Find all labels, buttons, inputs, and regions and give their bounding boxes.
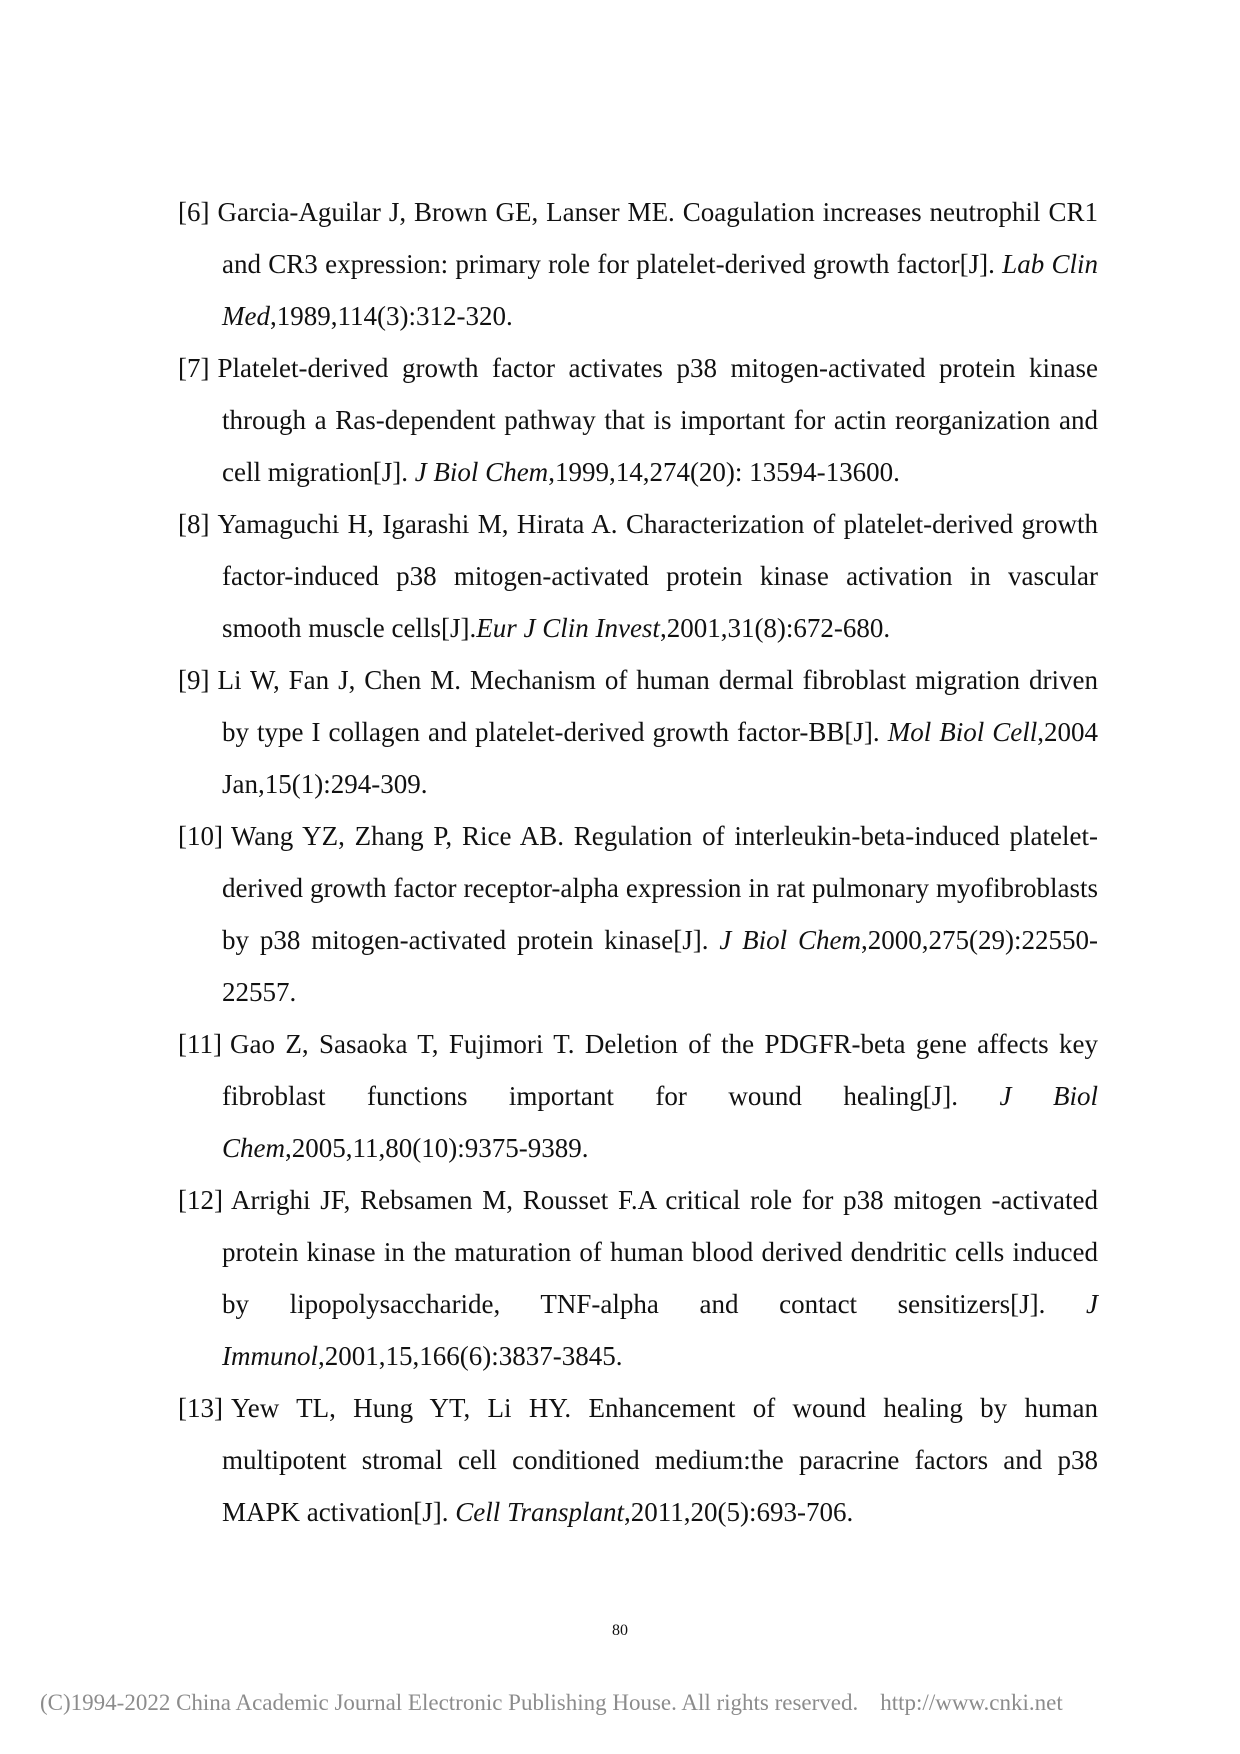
copyright-footer [40, 1690, 1220, 1716]
copyright-text: (C)1994-2022 China Academic Journal Electronic Publishing House. All rights reserved. [40, 1690, 859, 1715]
reference-text: Yamaguchi H, Igarashi M, Hirata A. Characterization of platelet-derived growth factor-induced p38 mitogen-activated protein kinase activation in vascular smooth muscle cells[J]. [217, 509, 1098, 643]
reference-details: ,1999,14,274(20): 13594-13600. [548, 457, 900, 487]
journal-name: J Immunol [222, 1289, 1098, 1371]
reference-number: [10] [178, 821, 223, 851]
page-number: 80 [612, 1622, 628, 1639]
reference-number: [6] [178, 197, 210, 227]
reference-details: ,2001,15,166(6):3837-3845. [318, 1341, 623, 1371]
reference-text: Arrighi JF, Rebsamen M, Rousset F.A critical role for p38 mitogen -activated protein kinase in the maturation of human blood derived dendritic cells induced by lipopolysaccharide, TNF-alpha and contact sensitizers[J]. [222, 1185, 1098, 1319]
journal-name: J Biol Chem [414, 457, 549, 487]
reference-details: ,2011,20(5):693-706. [624, 1497, 854, 1527]
reference-details: ,2004 Jan,15(1):294-309. [222, 717, 1098, 799]
reference-number: [7] [178, 353, 210, 383]
reference-details: ,2000,275(29):22550-22557. [222, 925, 1098, 1007]
journal-name: J Biol Chem [719, 925, 862, 955]
reference-text: Yew TL, Hung YT, Li HY. Enhancement of wound healing by human multipotent stromal cell conditioned medium:the paracrine factors and p38 MAPK activation[J]. [222, 1393, 1098, 1527]
journal-name: Cell Transplant [455, 1497, 625, 1527]
reference-details: ,2001,31(8):672-680. [659, 613, 891, 643]
reference-item [178, 1018, 1098, 1174]
reference-item [178, 498, 1098, 654]
reference-details: ,2005,11,80(10):9375-9389. [285, 1133, 589, 1163]
journal-name: Mol Biol Cell [887, 717, 1038, 747]
reference-number: [11] [178, 1029, 222, 1059]
reference-item [178, 1382, 1098, 1538]
reference-details: ,1989,114(3):312-320. [269, 301, 513, 331]
reference-item [178, 342, 1098, 498]
reference-list [178, 186, 1098, 1538]
reference-text: Gao Z, Sasaoka T, Fujimori T. Deletion of the PDGFR-beta gene affects key fibroblast functions important for wound healing[J]. [222, 1029, 1098, 1111]
journal-name: Lab Clin Med [222, 249, 1098, 331]
reference-number: [13] [178, 1393, 223, 1423]
reference-item [178, 1174, 1098, 1382]
reference-item [178, 186, 1098, 342]
reference-text: Li W, Fan J, Chen M. Mechanism of human dermal fibroblast migration driven by type I collagen and platelet-derived growth factor-BB[J]. [217, 665, 1098, 747]
reference-number: [12] [178, 1185, 223, 1215]
reference-text: Garcia-Aguilar J, Brown GE, Lanser ME. Coagulation increases neutrophil CR1 and CR3 expression: primary role for platelet-derived growth factor[J]. [217, 197, 1098, 279]
reference-text: Wang YZ, Zhang P, Rice AB. Regulation of interleukin-beta-induced platelet-derived growth factor receptor-alpha expression in rat pulmonary myofibroblasts by p38 mitogen-activated protein kinase[J]. [222, 821, 1098, 955]
reference-number: [9] [178, 665, 210, 695]
reference-number: [8] [178, 509, 210, 539]
journal-name: J Biol Chem [222, 1081, 1098, 1163]
reference-item [178, 810, 1098, 1018]
journal-name: Eur J Clin Invest [476, 613, 660, 643]
footer-url: http://www.cnki.net [880, 1690, 1063, 1715]
reference-text: Platelet-derived growth factor activates p38 mitogen-activated protein kinase through a Ras-dependent pathway that is important for actin reorganization and cell migration[J]. [217, 353, 1098, 487]
reference-item [178, 654, 1098, 810]
